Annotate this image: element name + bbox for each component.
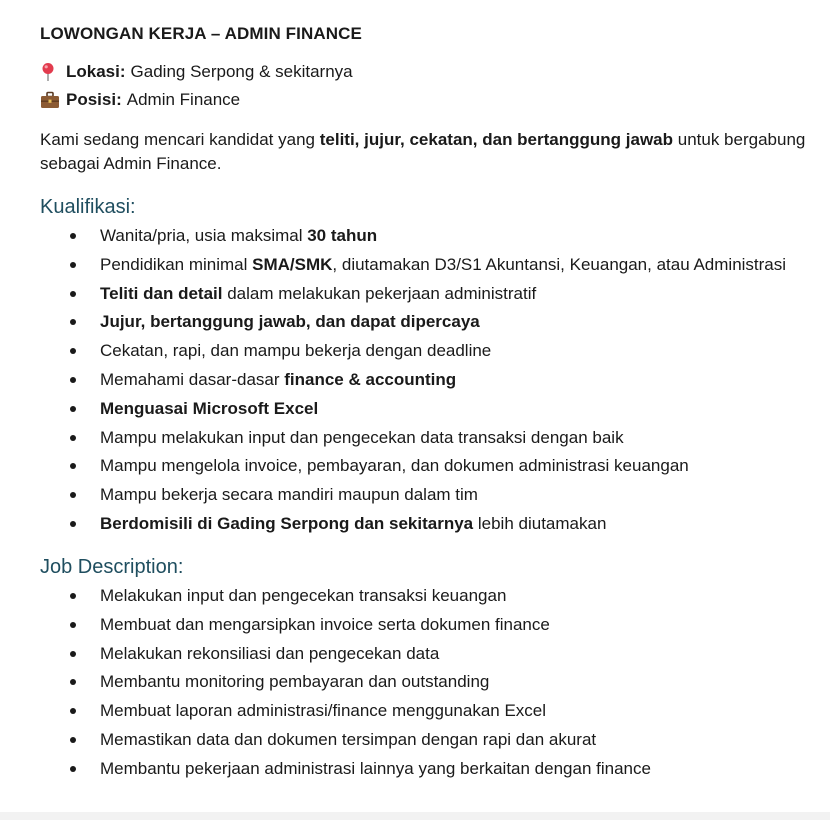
position-value: Admin Finance [126, 90, 241, 109]
list-item [40, 426, 820, 450]
list-item: Membuat dan mengarsipkan invoice serta dokumen finance [40, 613, 820, 637]
list-item [40, 310, 820, 334]
location-value: Gading Serpong & sekitarnya [130, 62, 353, 81]
list-item [40, 282, 820, 306]
item-text: Pendidikan minimal [100, 254, 253, 274]
page-bottom-edge [0, 812, 830, 820]
item-text: Mampu mengelola invoice, pembayaran, dan dokumen administrasi keuangan [100, 456, 689, 476]
list-item [40, 224, 820, 248]
list-item: Melakukan input dan pengecekan transaksi keuangan [40, 584, 820, 608]
item-text-end: lebih diutamakan [473, 513, 607, 533]
item-text: Memahami dasar-dasar [100, 369, 285, 389]
item-bold-text: finance & accounting [284, 369, 457, 389]
qualifications-list [40, 224, 820, 536]
intro-bold-text: teliti, jujur, cekatan, dan bertanggung jawab [319, 130, 674, 149]
list-item [40, 253, 820, 277]
intro-paragraph [40, 128, 820, 176]
item-bold-text: Menguasai Microsoft Excel [100, 398, 319, 418]
location-label: Lokasi: [66, 62, 126, 81]
item-text-end: , diutamakan D3/S1 Akuntansi, Keuangan, atau Administrasi [332, 254, 787, 274]
intro-text-end: untuk bergabung sebagai Admin Finance. [40, 130, 806, 173]
list-item [40, 397, 820, 421]
item-text: Cekatan, rapi, dan mampu bekerja dengan deadline [100, 341, 492, 361]
list-item: Melakukan rekonsiliasi dan pengecekan data [40, 642, 820, 666]
list-item: Membantu pekerjaan administrasi lainnya yang berkaitan dengan finance [40, 757, 820, 781]
position-line [40, 86, 820, 114]
briefcase-icon [40, 91, 66, 109]
page-title: LOWONGAN KERJA – ADMIN FINANCE [40, 24, 362, 43]
item-text-end: dalam melakukan pekerjaan administratif [222, 283, 537, 303]
item-bold-text: Berdomisili di Gading Serpong dan sekitarnya [100, 513, 474, 533]
job-posting-document [40, 22, 820, 786]
item-bold-text: SMA/SMK [252, 254, 333, 274]
list-item: Memastikan data dan dokumen tersimpan dengan rapi dan akurat [40, 728, 820, 752]
list-item: Membuat laporan administrasi/finance menggunakan Excel [40, 699, 820, 723]
list-item [40, 454, 820, 478]
list-item [40, 483, 820, 507]
qualifications-heading: Kualifikasi: [40, 196, 136, 218]
item-text: Wanita/pria, usia maksimal [100, 226, 308, 245]
list-item: Membantu monitoring pembayaran dan outstanding [40, 670, 820, 694]
list-item [40, 339, 820, 363]
job-description-heading: Job Description: [40, 555, 184, 578]
list-item [40, 368, 820, 392]
pin-icon [40, 62, 66, 82]
item-bold-text: Teliti dan detail [100, 283, 223, 303]
item-bold-text: 30 tahun [307, 226, 378, 245]
location-line [40, 58, 820, 86]
intro-text: Kami sedang mencari kandidat yang [40, 130, 320, 149]
list-item [40, 512, 820, 536]
item-text: Mampu melakukan input dan pengecekan data transaksi dengan baik [100, 427, 624, 447]
item-bold-text: Jujur, bertanggung jawab, dan dapat dipercaya [100, 312, 480, 332]
job-description-list [40, 584, 820, 781]
item-text: Mampu bekerja secara mandiri maupun dalam tim [100, 485, 478, 505]
position-label: Posisi: [66, 90, 122, 109]
